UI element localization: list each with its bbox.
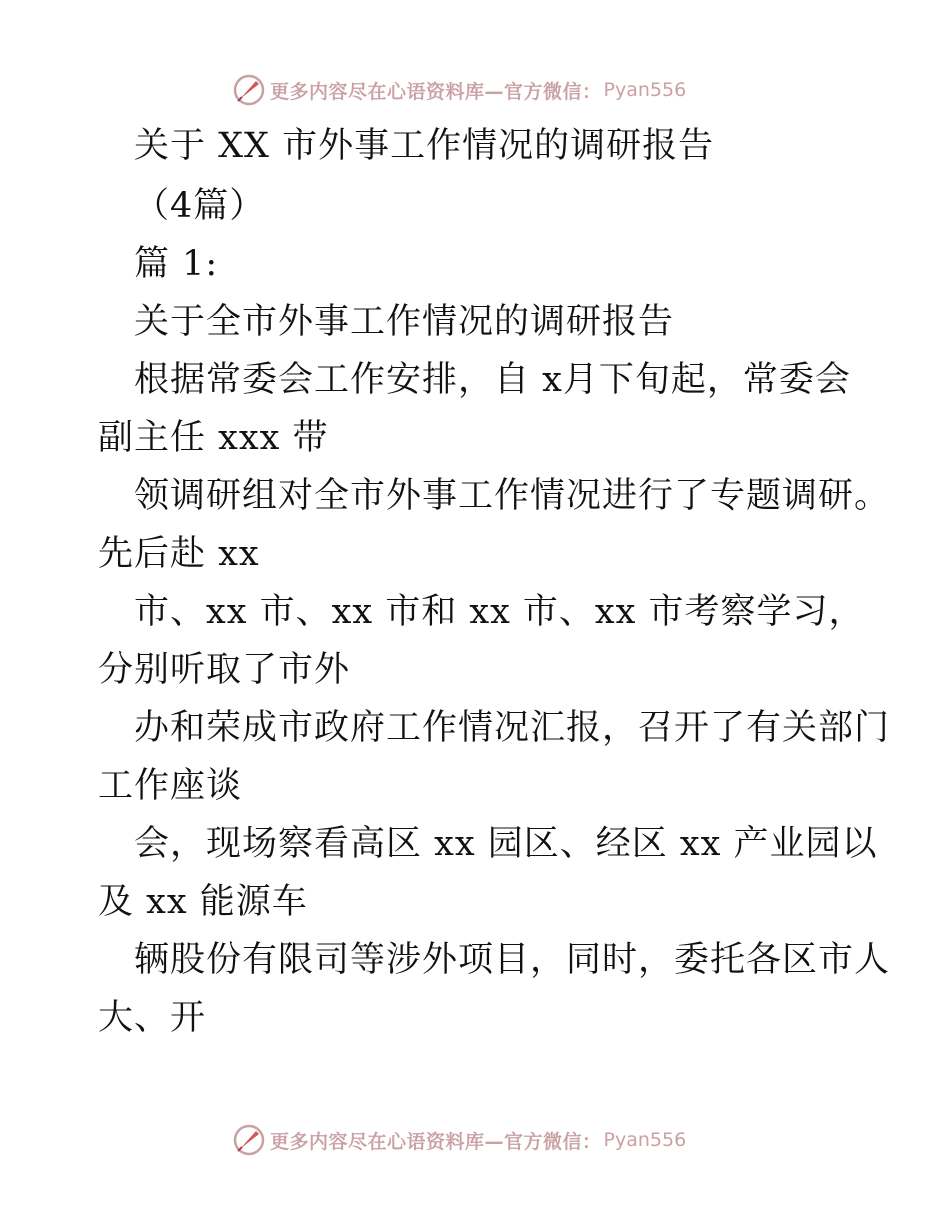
- paragraph-line: 及 xx 能源车: [98, 882, 308, 922]
- quill-pen-logo-icon: [232, 1123, 266, 1157]
- document-title: 关于 XX 市外事工作情况的调研报告: [134, 126, 715, 166]
- header-watermark: [232, 72, 686, 108]
- paragraph-line: 工作座谈: [98, 766, 243, 806]
- report-subtitle: 关于全市外事工作情况的调研报告: [134, 302, 675, 342]
- paragraph-line: 分别听取了市外: [98, 650, 351, 690]
- paragraph-line: 大、开: [98, 998, 207, 1038]
- document-count: （4篇）: [134, 186, 266, 226]
- paragraph-line: 领调研组对全市外事工作情况进行了专题调研。: [134, 476, 891, 516]
- paragraph-line: 副主任 xxx 带: [98, 418, 329, 458]
- paragraph-line: 根据常委会工作安排，自 x月下旬起，常委会: [134, 360, 851, 400]
- paragraph-line: 会，现场察看高区 xx 园区、经区 xx 产业园以: [134, 824, 878, 864]
- watermark-wechat-id: Pyan556: [603, 79, 687, 101]
- paragraph-line: 市、xx 市、xx 市和 xx 市、xx 市考察学习，: [134, 592, 865, 632]
- watermark-wechat-id: Pyan556: [603, 1129, 687, 1151]
- paragraph-line: 先后赴 xx: [98, 534, 260, 574]
- paragraph-line: 辆股份有限司等涉外项目，同时，委托各区市人: [134, 940, 891, 980]
- watermark-text: 更多内容尽在心语资料库—官方微信：: [270, 80, 602, 103]
- section-heading: 篇 1:: [134, 244, 219, 284]
- quill-pen-logo-icon: [232, 73, 266, 107]
- paragraph-line: 办和荣成市政府工作情况汇报，召开了有关部门: [134, 708, 891, 748]
- watermark-text: 更多内容尽在心语资料库—官方微信：: [270, 1130, 602, 1153]
- footer-watermark: [232, 1122, 686, 1158]
